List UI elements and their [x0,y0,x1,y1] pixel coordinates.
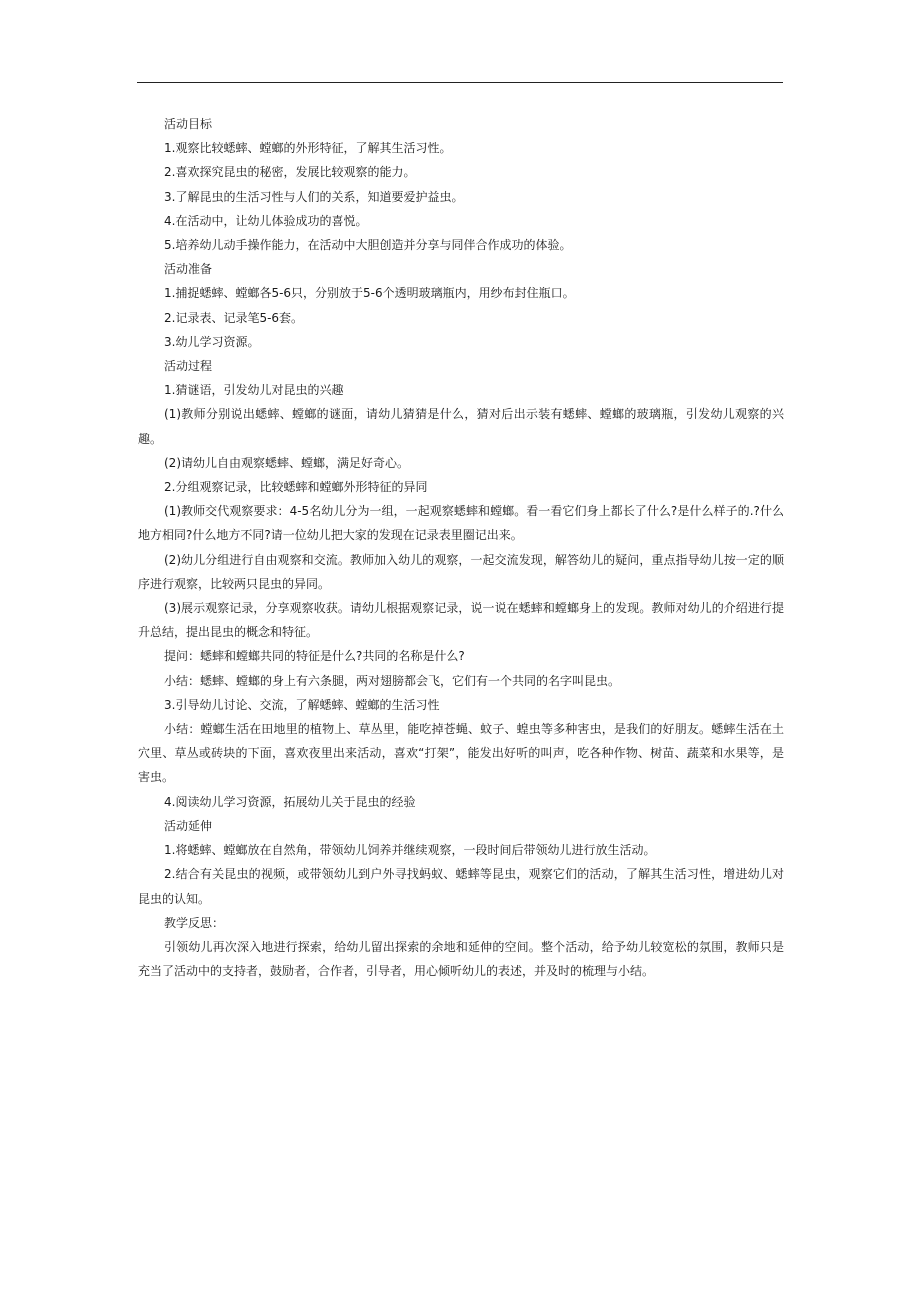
extension-item: 1.将蟋蟀、螳螂放在自然角，带领幼儿饲养并继续观察，一段时间后带领幼儿进行放生活动。 [164,843,656,858]
section-heading-goals: 活动目标 [164,117,213,131]
process-detail: (3)展示观察记录，分享观察收获。请幼儿根据观察记录，说一说在蟋蟀和螳螂身上的发现。教师对幼儿的介绍进行提升总结，提出昆虫的概念和特征。 [138,601,784,640]
header-rule [137,82,783,83]
process-detail: (1)教师分别说出蟋蟀、螳螂的谜面，请幼儿猜猜是什么，猜对后出示装有蟋蟀、螳螂的玻璃瓶，引发幼儿观察的兴趣。 [138,407,784,446]
process-step: 2.分组观察记录，比较蟋蟀和螳螂外形特征的异同 [164,480,428,495]
process-step: 4.阅读幼儿学习资源，拓展幼儿关于昆虫的经验 [164,794,416,809]
preparation-item: 2.记录表、记录笔5-6套。 [164,310,304,325]
process-step: 1.猜谜语，引发幼儿对昆虫的兴趣 [164,383,344,398]
process-detail: (2)幼儿分组进行自由观察和交流。教师加入幼儿的观察，一起交流发现，解答幼儿的疑问，重点指导幼儿按一定的顺序进行观察，比较两只昆虫的异同。 [138,552,784,591]
process-summary: 小结：蟋蟀、螳螂的身上有六条腿，两对翅膀都会飞，它们有一个共同的名字叫昆虫。 [164,673,621,688]
reflection-text: 引领幼儿再次深入地进行探索，给幼儿留出探索的余地和延伸的空间。整个活动，给予幼儿较宽松的氛围，教师只是充当了活动中的支持者，鼓励者，合作者，引导者，用心倾听幼儿的表述，并及时的梳理与小结。 [138,939,784,979]
goal-item: 1.观察比较蟋蟀、螳螂的外形特征，了解其生活习性。 [164,141,452,156]
process-detail: (1)教师交代观察要求：4-5名幼儿分为一组，一起观察蟋蟀和螳螂。看一看它们身上都长了什么?是什么样子的.?什么地方相同?什么地方不同?请一位幼儿把大家的发现在记录表里圈记出来。 [138,504,784,543]
goal-item: 4.在活动中，让幼儿体验成功的喜悦。 [164,213,368,228]
goal-item: 3.了解昆虫的生活习性与人们的关系，知道要爱护益虫。 [164,189,464,204]
process-summary: 小结：螳螂生活在田地里的植物上、草丛里，能吃掉苍蝇、蚊子、蝗虫等多种害虫，是我们的好朋友。蟋蟀生活在土穴里、草丛或砖块的下面，喜欢夜里出来活动，喜欢“打架”，能发出好听的叫声，吃各种作物、树苗、蔬菜和水果等，是害虫。 [138,722,784,785]
preparation-item: 3.幼儿学习资源。 [164,334,260,349]
process-question: 提问：蟋蟀和螳螂共同的特征是什么?共同的名称是什么? [164,649,465,664]
process-detail: (2)请幼儿自由观察蟋蟀、螳螂，满足好奇心。 [164,455,409,470]
section-heading-preparation: 活动准备 [164,262,213,277]
section-heading-reflection: 教学反思： [164,915,225,930]
section-heading-extension: 活动延伸 [164,818,213,833]
section-heading-process: 活动过程 [164,359,213,374]
document-body [138,112,784,983]
process-step: 3.引导幼儿讨论、交流，了解蟋蟀、螳螂的生活习性 [164,697,440,712]
goal-item: 5.培养幼儿动手操作能力，在活动中大胆创造并分享与同伴合作成功的体验。 [164,238,572,253]
preparation-item: 1.捕捉蟋蟀、螳螂各5-6只，分别放于5-6个透明玻璃瓶内，用纱布封住瓶口。 [164,286,575,301]
goal-item: 2.喜欢探究昆虫的秘密，发展比较观察的能力。 [164,165,416,180]
extension-item: 2.结合有关昆虫的视频，或带领幼儿到户外寻找蚂蚁、蟋蟀等昆虫，观察它们的活动，了解其生活习性，增进幼儿对昆虫的认知。 [138,867,784,906]
